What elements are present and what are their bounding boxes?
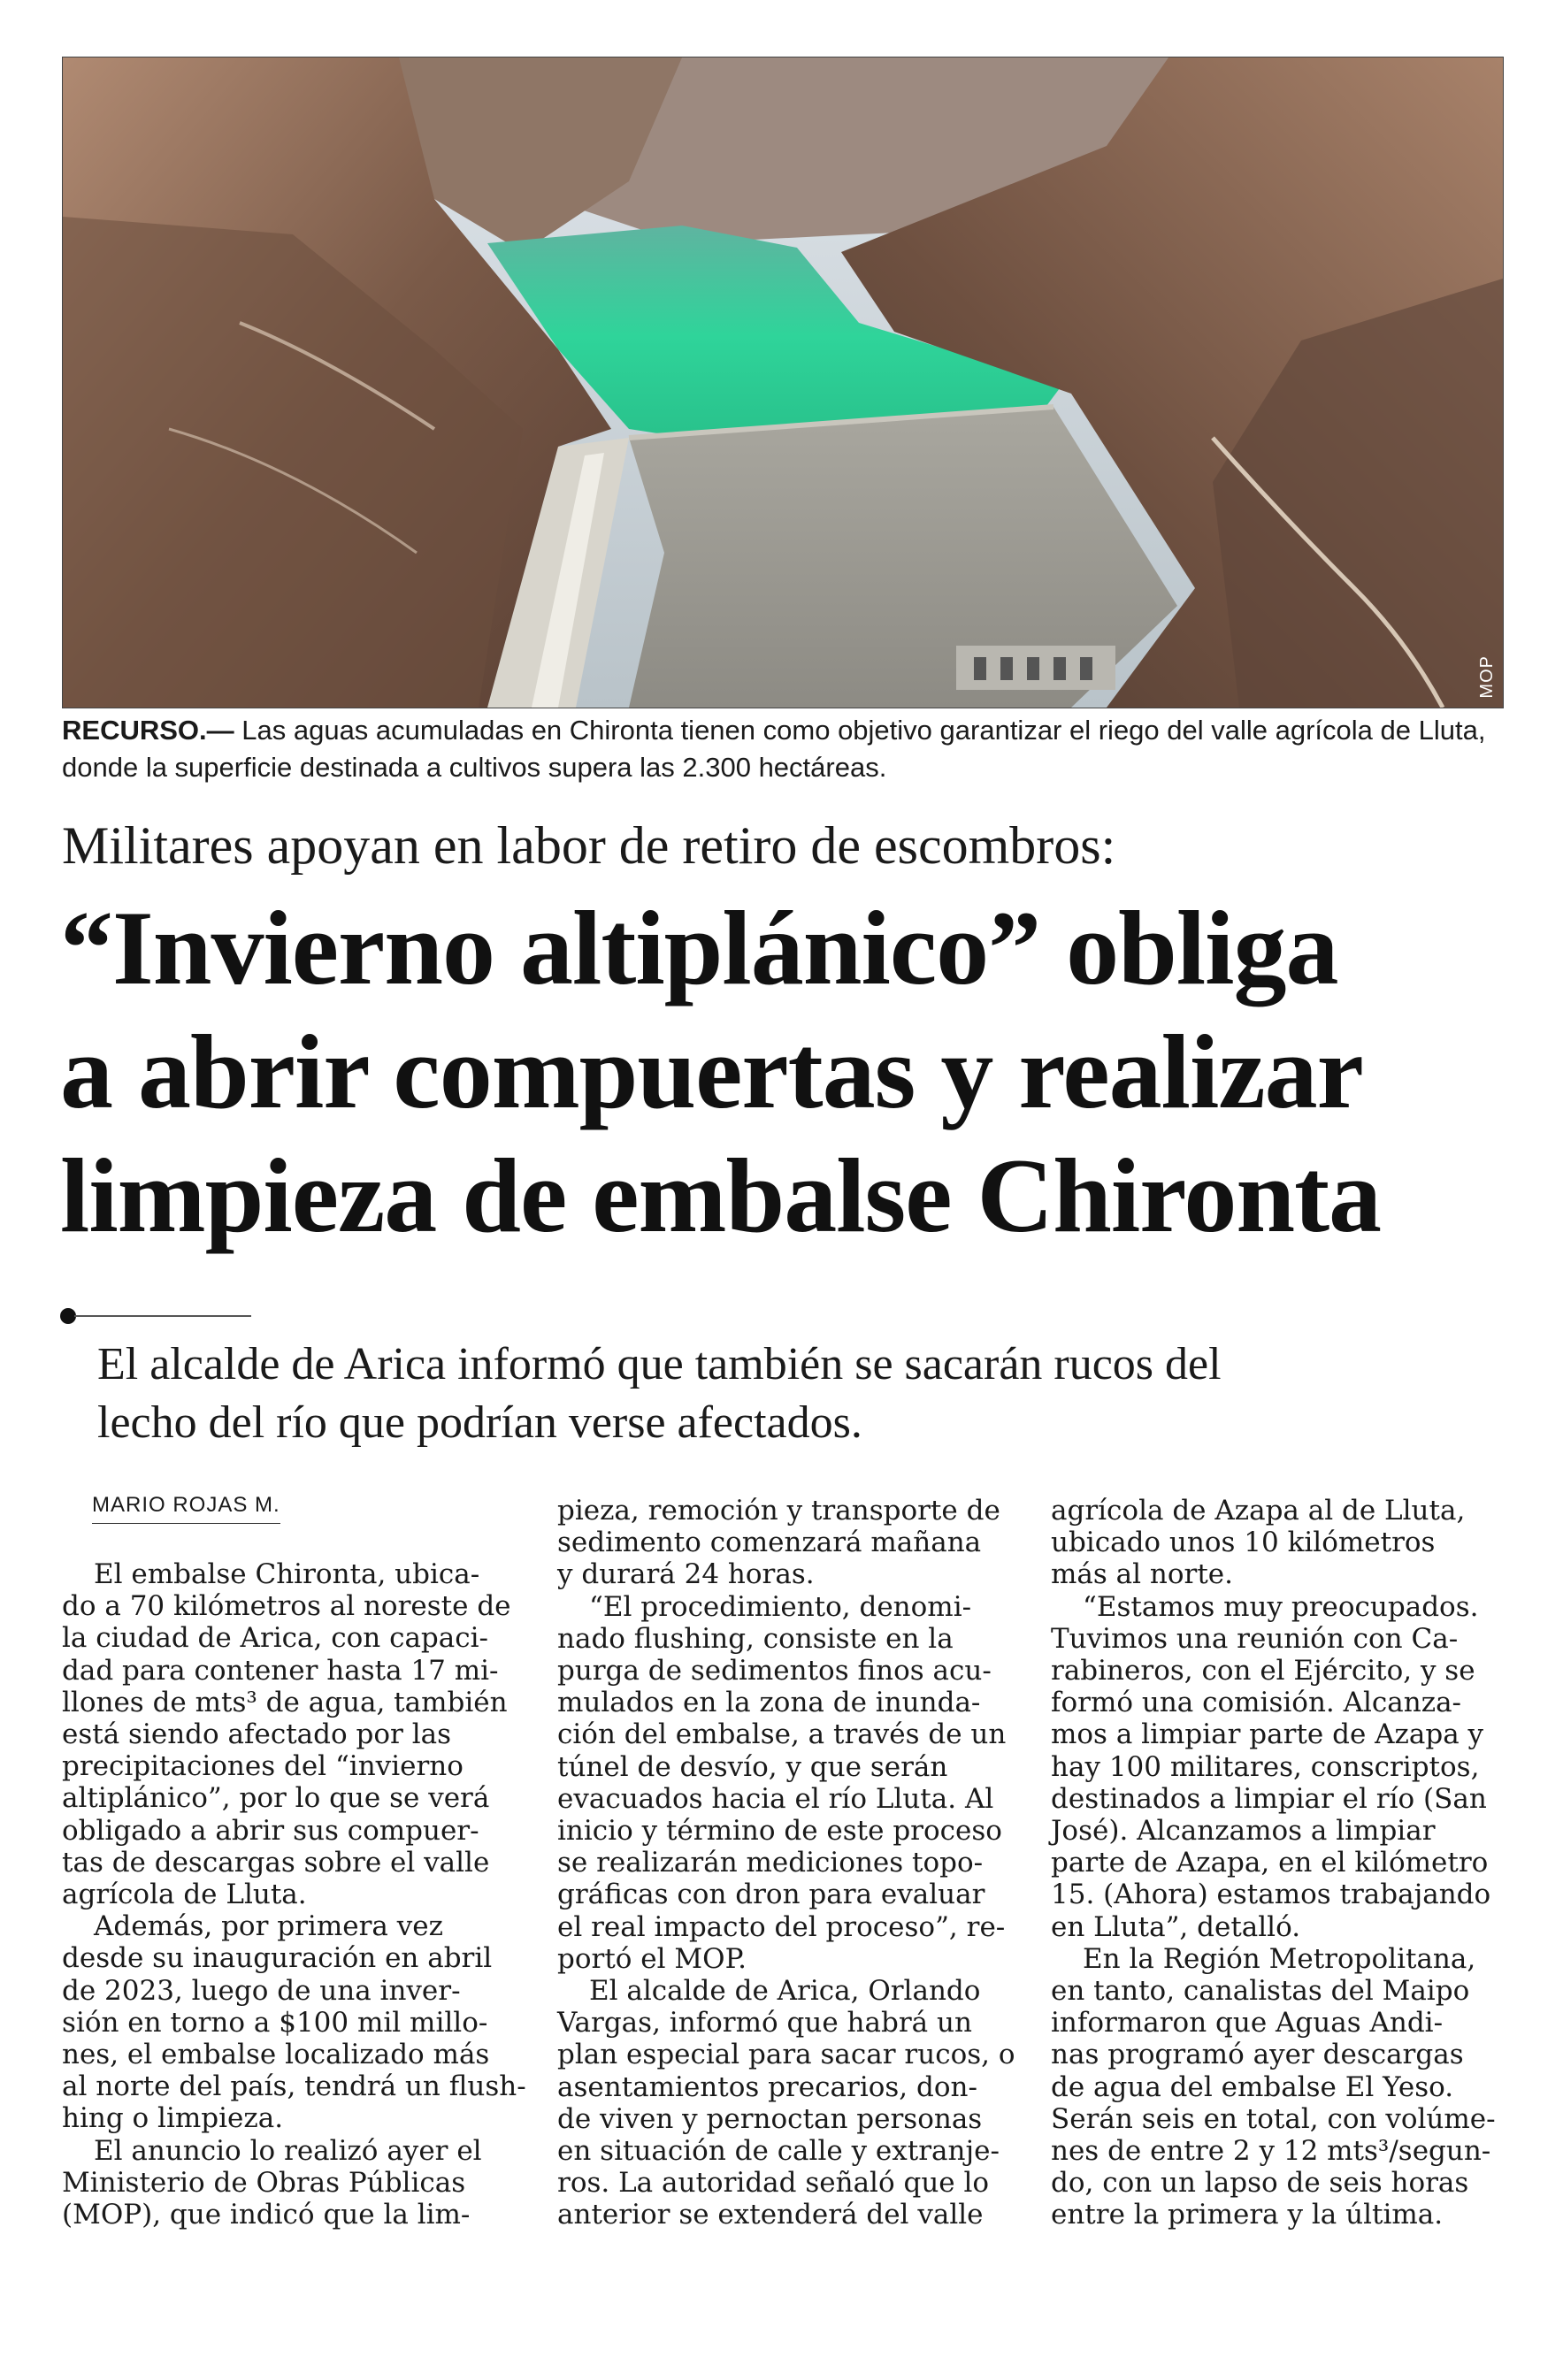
headline-line: limpieza de embalse Chironta: [60, 1136, 1382, 1254]
article-line: El embalse Chironta, ubica-: [94, 1558, 480, 1590]
article-line: de 2023, luego de una inver-: [62, 1974, 461, 2007]
article-line: desde su inauguración en abril: [62, 1942, 493, 1975]
article-column-1: [62, 1558, 526, 2231]
rule-line: [74, 1315, 251, 1317]
article-line: sedimento comenzará mañana: [557, 1527, 982, 1559]
article-line: más al norte.: [1051, 1558, 1233, 1591]
headline-line: a abrir compuertas y realizar: [60, 1013, 1363, 1130]
dam-photo: [62, 57, 1504, 708]
deck-line: lecho del río que podrían verse afectados.: [97, 1397, 862, 1448]
article-line: agrícola de Lluta.: [62, 1879, 307, 1911]
article-line: Además, por primera vez: [94, 1910, 443, 1943]
headline: [60, 886, 1546, 1258]
article-line: dad para contener hasta 17 mi-: [62, 1654, 499, 1687]
article-line: túnel de desvío, y que serán: [557, 1750, 948, 1783]
article-line: ción del embalse, a través de un: [557, 1718, 1007, 1751]
article-line: anterior se extenderá del valle: [557, 2199, 984, 2231]
article-line: de viven y pernoctan personas: [557, 2102, 983, 2135]
article-line: hing o limpieza.: [62, 2102, 284, 2135]
article-line: nas programó ayer descargas: [1051, 2039, 1464, 2071]
article-line: el real impacto del proceso”, re-: [557, 1910, 1006, 1943]
article-line: Ministerio de Obras Públicas: [62, 2166, 466, 2199]
article-line: (MOP), que indicó que la lim-: [62, 2199, 471, 2231]
kicker: Militares apoyan en labor de retiro de escombros:: [62, 816, 1116, 875]
article-line: gráficas con dron para evaluar: [557, 1879, 985, 1911]
article-line: sión en torno a $100 mil millo-: [62, 2006, 488, 2039]
article-line: hay 100 militares, conscriptos,: [1051, 1750, 1480, 1783]
article-line: inicio y término de este proceso: [557, 1815, 1002, 1848]
article-line: destinados a limpiar el río (San: [1051, 1782, 1487, 1815]
article-line: mos a limpiar parte de Azapa y: [1051, 1718, 1484, 1751]
article-line: do, con un lapso de seis horas: [1051, 2167, 1469, 2200]
article-line: en Lluta”, detalló.: [1051, 1910, 1301, 1943]
reservoir-illustration: [63, 57, 1503, 708]
article-line: do a 70 kilómetros al noreste de: [62, 1590, 511, 1623]
article-line: entre la primera y la última.: [1051, 2199, 1444, 2231]
deck: [97, 1335, 1513, 1452]
article-line: plan especial para sacar rucos, o: [557, 2039, 1015, 2071]
article-line: El alcalde de Arica, Orlando: [589, 1975, 981, 2008]
article-column-3: [1051, 1495, 1506, 2231]
article-line: Tuvimos una reunión con Ca-: [1051, 1622, 1459, 1655]
article-line: ubicado unos 10 kilómetros: [1051, 1527, 1436, 1559]
article-line: evacuados hacia el río Lluta. Al: [557, 1782, 994, 1815]
article-line: portó el MOP.: [557, 1942, 747, 1975]
article-line: formó una comisión. Alcanza-: [1051, 1687, 1462, 1719]
article-line: En la Región Metropolitana,: [1083, 1942, 1476, 1975]
byline: MARIO ROJAS M.: [92, 1493, 280, 1524]
caption-label: RECURSO.—: [62, 715, 234, 746]
article-line: la ciudad de Arica, con capaci-: [62, 1622, 488, 1655]
deck-line: El alcalde de Arica informó que también se sacarán rucos del: [97, 1339, 1222, 1389]
photo-caption: [62, 712, 1513, 786]
article-line: parte de Azapa, en el kilómetro: [1051, 1847, 1489, 1879]
article-line: Vargas, informó que habrá un: [557, 2007, 972, 2039]
article-line: asentamientos precarios, don-: [557, 2070, 977, 2103]
article-line: se realizarán mediciones topo-: [557, 1847, 984, 1879]
article-line: José). Alcanzamos a limpiar: [1051, 1815, 1436, 1848]
headline-line: “Invierno altiplánico” obliga: [60, 889, 1338, 1006]
article-line: altiplánico”, por lo que se verá: [62, 1782, 490, 1815]
article-line: El anuncio lo realizó ayer el: [94, 2134, 482, 2167]
article-column-2: [557, 1495, 1013, 2231]
article-line: mulados en la zona de inunda-: [557, 1687, 981, 1719]
article-line: llones de mts³ de agua, también: [62, 1686, 508, 1718]
article-line: ros. La autoridad señaló que lo: [557, 2167, 990, 2200]
article-line: rabineros, con el Ejército, y se: [1051, 1655, 1475, 1687]
article-line: nado flushing, consiste en la: [557, 1622, 954, 1655]
article-line: 15. (Ahora) estamos trabajando: [1051, 1879, 1491, 1911]
article-line: “Estamos muy preocupados.: [1083, 1590, 1479, 1623]
article-line: informaron que Aguas Andi-: [1051, 2007, 1444, 2039]
article-line: al norte del país, tendrá un flush-: [62, 2070, 526, 2103]
article-line: en tanto, canalistas del Maipo: [1051, 1975, 1470, 2008]
article-line: pieza, remoción y transporte de: [557, 1495, 1000, 1527]
article-line: purga de sedimentos finos acu-: [557, 1655, 992, 1687]
caption-text: Las aguas acumuladas en Chironta tienen como objetivo garantizar el riego del valle agrícola de Lluta, donde la superficie destinada a cultivos supera las 2.300 hectáreas.: [62, 715, 1486, 783]
article-line: “El procedimiento, denomi-: [589, 1590, 972, 1623]
article-line: está siendo afectado por las: [62, 1718, 451, 1751]
article-line: agrícola de Azapa al de Lluta,: [1051, 1495, 1466, 1527]
article-line: de agua del embalse El Yeso.: [1051, 2070, 1454, 2103]
article-line: y durará 24 horas.: [557, 1558, 815, 1591]
photo-credit: MOP: [1477, 655, 1497, 699]
article-line: Serán seis en total, con volúme-: [1051, 2102, 1496, 2135]
article-line: nes, el embalse localizado más: [62, 2039, 490, 2071]
article-line: en situación de calle y extranje-: [557, 2135, 1000, 2168]
article-line: obligado a abrir sus compuer-: [62, 1814, 479, 1847]
article-line: nes de entre 2 y 12 mts³/segun-: [1051, 2135, 1491, 2168]
article-line: precipitaciones del “invierno: [62, 1750, 464, 1783]
article-line: tas de descargas sobre el valle: [62, 1846, 490, 1879]
